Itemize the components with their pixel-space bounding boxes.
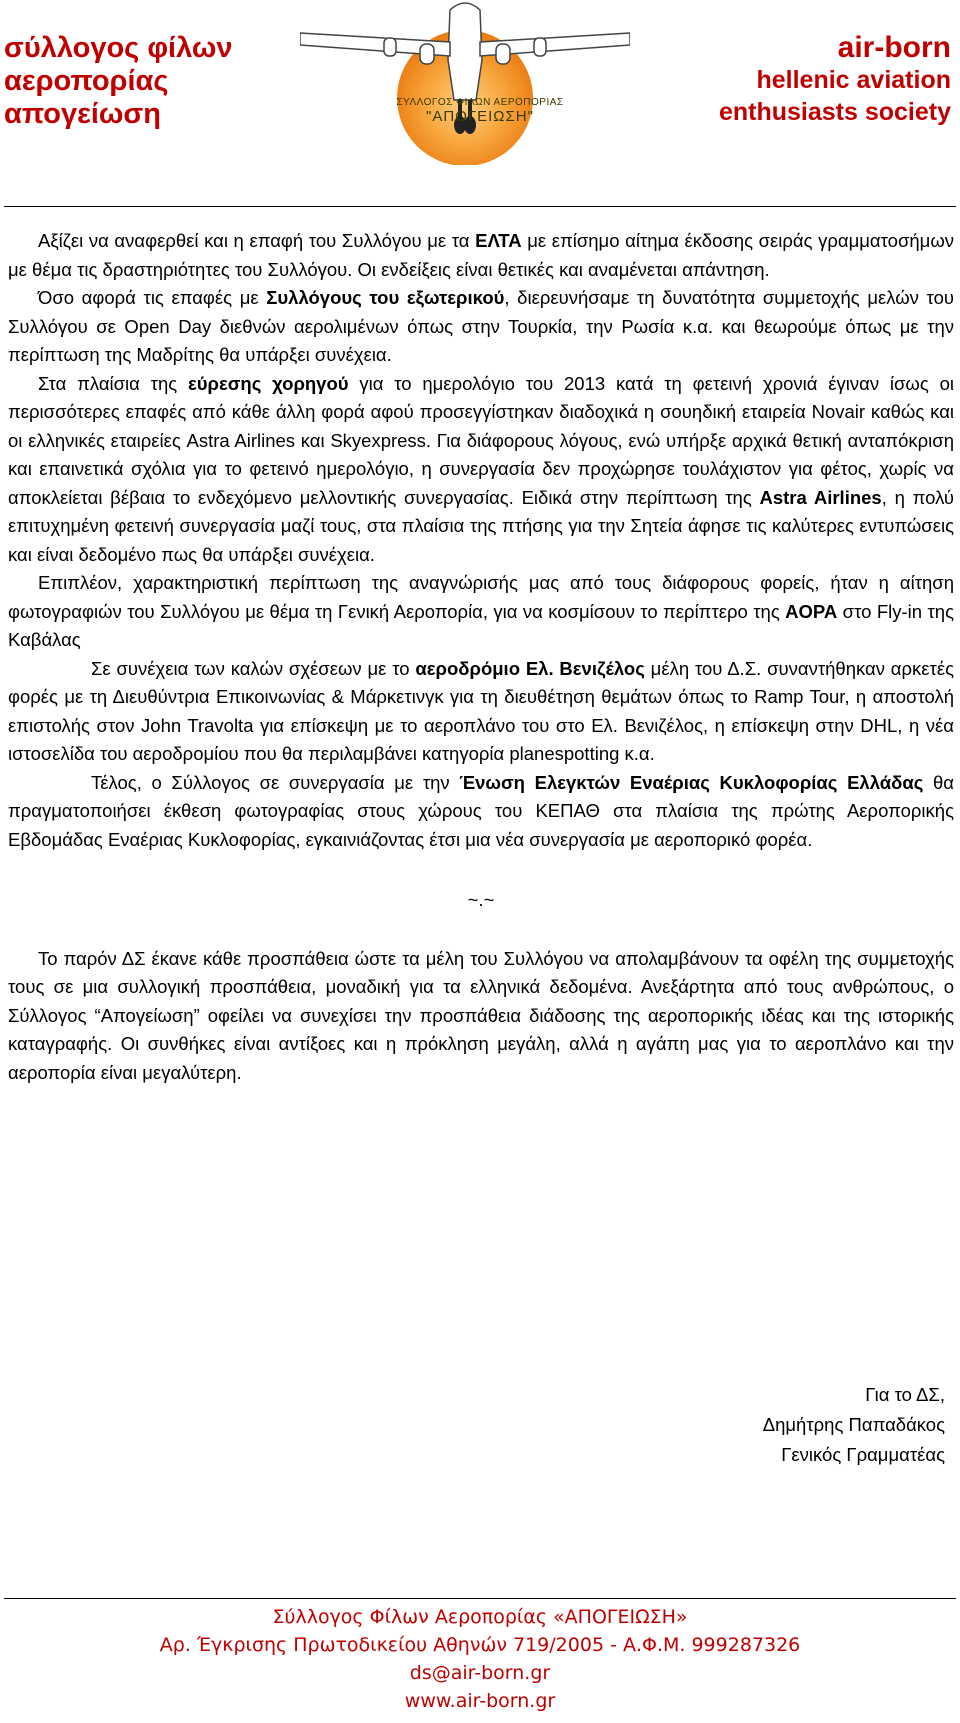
letterhead	[0, 0, 960, 210]
paragraph	[8, 370, 954, 570]
text: Στα πλαίσια της	[38, 372, 188, 394]
text: Σε συνέχεια των καλών σχέσεων με το	[91, 657, 416, 679]
emphasis: αεροδρόμιο Ελ. Βενιζέλος	[415, 657, 645, 679]
section-separator: ~.~	[467, 889, 495, 910]
footer-email: ds@air-born.gr	[409, 1662, 551, 1684]
emphasis: Ένωση Ελεγκτών Εναέριας Κυκλοφορίας Ελλάδας	[459, 771, 924, 793]
text: μέλη του Δ.Σ. συναντήθηκαν αρκετές φορές με τη Διευθύντρια Επικοινωνίας & Μάρκετινγκ για τη διευθέτηση θεμάτων όπως το Ramp Tour, η αποστολή επιστολής στον John Travolta για επίσκεψη με το αεροπλάνο του στο Ελ. Βενιζέλος, η επίσκεψη στην DHL, η νέα ιστοσελίδα του αεροδρομίου που θα περιλαμβάνει κατηγορία planespotting κ.α.	[8, 657, 954, 764]
emphasis: AOPA	[785, 600, 838, 622]
text: στο Fly-in της Καβάλας	[8, 600, 955, 650]
footer-website: www.air-born.gr	[404, 1690, 556, 1712]
society-name-greek	[4, 32, 254, 131]
paragraph	[8, 655, 954, 769]
paragraph	[8, 569, 954, 655]
society-name-greek-line: απογείωση	[4, 98, 161, 130]
airplane-icon	[300, 3, 630, 100]
text: θα πραγματοποιήσει έκθεση φωτογραφίας στους χώρους του ΚΕΠΑΘ στα πλαίσια της πρώτης Αεροπορικής Εβδομάδας Εναέριας Κυκλοφορίας, εγκαινιάζοντας έτσι μια νέα συνεργασία με αεροπορικό φορέα.	[8, 771, 954, 850]
signature-line: Για το ΔΣ,	[865, 1384, 945, 1405]
society-name-english	[651, 32, 951, 128]
header-divider	[4, 206, 956, 207]
text: Αξίζει να αναφερθεί και η επαφή του Συλλόγου με τα	[38, 230, 476, 251]
society-name-english-line: air-born	[837, 31, 951, 64]
paragraph	[8, 769, 954, 855]
text: Επιπλέον, χαρακτηριστική περίπτωση της αναγνώρισής μας από τους διάφορους φορείς, ήταν η αίτηση φωτογραφιών του Συλλόγου με θέμα τη Γενική Αεροπορία, για να κοσμίσουν το περίπτερο της	[8, 572, 954, 622]
logo-caption: ΣΥΛΛΟΓΟΣ ΦΙΛΩΝ ΑΕΡΟΠΟΡΙΑΣ	[396, 97, 564, 108]
paragraph	[8, 284, 954, 370]
letter-body	[8, 227, 954, 1087]
logo-subcaption: "ΑΠΟΓΕΙΩΣΗ"	[426, 108, 534, 125]
emphasis: Συλλόγους του εξωτερικού	[266, 287, 505, 308]
footer-divider	[4, 1598, 956, 1599]
paragraph: Το παρόν ΔΣ έκανε κάθε προσπάθεια ώστε τα μέλη του Συλλόγου να απολαμβάνουν τα οφέλη της συμμετοχής τους σε μια συλλογική προσπάθεια, μοναδική για τα ελληνικά δεδομένα. Ανεξάρτητα από τους ανθρώπους, ο Σύλλογος “Απογείωση” οφείλει να συνεχίσει την προσπάθεια διάδοσης της αεροπορικής ιδέας και της ιστορικής καταγραφής. Οι συνθήκες είναι αντίξοες και η πρόκληση μεγάλη, αλλά η αγάπη μας για το αεροπλάνο και την αεροπορία είναι μεγαλύτερη.	[8, 947, 954, 1083]
society-name-english-line: hellenic aviation	[756, 66, 951, 94]
text: , η πολύ επιτυχημένη φετεινή συνεργασία μαζί τους, στα πλαίσια της πτήσης για την Σητεία άφησε τις καλύτερες εντυπώσεις και είναι δεδομένο πως θα υπάρξει συνέχεια.	[8, 486, 954, 565]
text: Τέλος, ο Σύλλογος σε συνεργασία με την	[91, 771, 460, 793]
emphasis: εύρεσης χορηγού	[188, 372, 349, 394]
text: με επίσημο αίτημα έκδοσης σειράς γραμματοσήμων με θέμα τις δραστηριότητες του Συλλόγου. Οι ενδείξεις είναι θετικές και αναμένεται απάντηση.	[8, 230, 955, 280]
text: , διερευνήσαμε τη δυνατότητα συμμετοχής μελών του Συλλόγου σε Open Day διεθνών αερολιμένων όπως στην Τουρκία, την Ρωσία κ.α. και θεωρούμε όπως με την περίπτωση της Μαδρίτης θα υπάρξει συνέχεια.	[8, 287, 954, 365]
society-name-greek-line: αεροπορίας	[4, 65, 169, 97]
paragraph	[8, 227, 954, 284]
emphasis: ΕΛΤΑ	[475, 230, 522, 251]
emphasis: Astra Airlines	[759, 486, 882, 508]
signature-name: Δημήτρης Παπαδάκος	[762, 1414, 945, 1435]
footer-society-name: Σύλλογος Φίλων Αεροπορίας «ΑΠΟΓΕΙΩΣΗ»	[272, 1606, 688, 1628]
footer	[0, 1603, 960, 1715]
signature-title: Γενικός Γραμματέας	[781, 1444, 945, 1465]
footer-registration: Αρ. Έγκρισης Πρωτοδικείου Αθηνών 719/2005 - Α.Φ.Μ. 999287326	[159, 1634, 801, 1656]
signature-block	[645, 1380, 945, 1470]
text: για το ημερολόγιο του 2013 κατά τη φετεινή χρονιά έγιναν ίσως οι περισσότερες επαφές από κάθε άλλη φορά αφού προσεγγίστηκαν διαδοχικά η σουηδική εταιρεία Novair καθώς και οι ελληνικές εταιρείες Astra Airlines και Skyexpress. Για διάφορους λόγους, ενώ υπήρξε αρχικά θετική ανταπόκριση και επαινετικά σχόλια για το φετεινό ημερολόγιο, η συνεργασία δεν προχώρησε τουλάχιστον για φέτος, χωρίς να αποκλείεται βέβαια το ενδεχόμενο μελλοντικής συνεργασίας. Ειδικά στην περίπτωση της	[8, 372, 954, 508]
society-logo	[300, 0, 630, 165]
text: Όσο αφορά τις επαφές με	[38, 287, 267, 308]
society-name-english-line: enthusiasts society	[718, 98, 951, 126]
society-name-greek-line: σύλλογος φίλων	[4, 32, 233, 64]
